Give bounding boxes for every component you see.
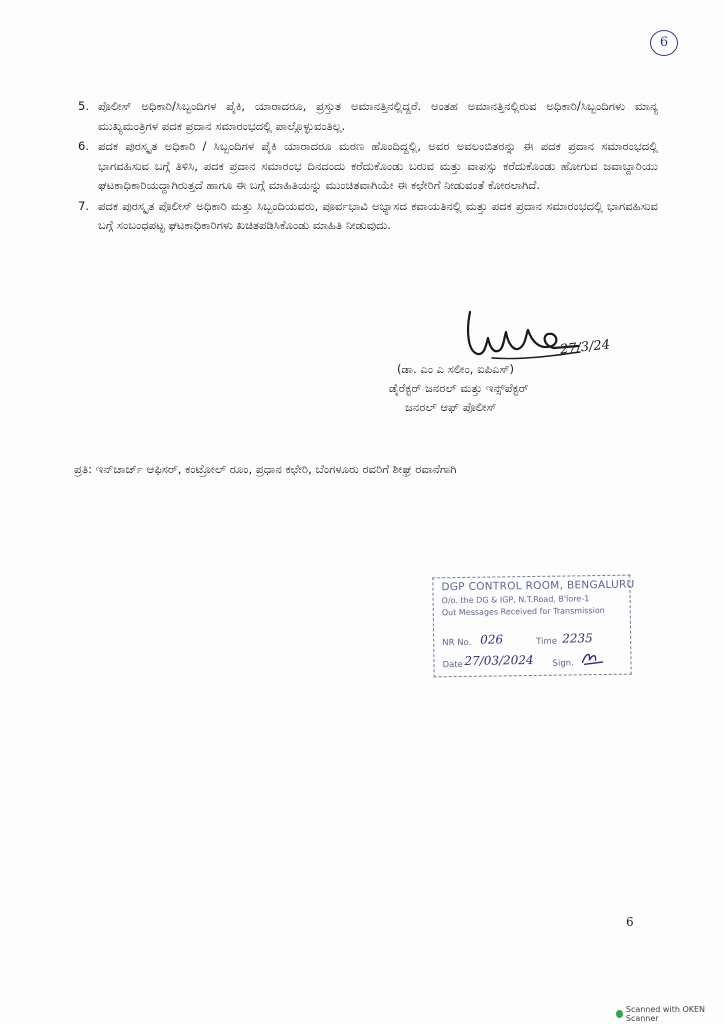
stamp-office: O/o. the DG & IGP, N.T.Road, B'lore-1 [441, 594, 590, 606]
list-item [78, 137, 658, 196]
stamp-date-value: 27/03/2024 [464, 652, 534, 668]
stamp-nr-value: 026 [480, 632, 504, 647]
list-item [78, 97, 658, 136]
signatory-designation: ಡೈರೆಕ್ಟರ್ ಜನರಲ್ ಮತ್ತು ಇನ್ಸ್‌ಪೆಕ್ಟರ್ [389, 381, 529, 395]
item-number: 7. [78, 198, 90, 213]
item-text: ಪದಕ ಪುರಸ್ಕೃತ ಅಧಿಕಾರಿ / ಸಿಬ್ಬಂದಿಗಳ ಪೈಕಿ ಯಾರಾದರೂ ಮರಣ ಹೊಂದಿದ್ದಲ್ಲಿ, ಅವರ ಅವಲಂಬಿತರನ್ನು ಈ ಪದಕ ಪ್ರದಾನ ಸಮಾರಂಭದಲ್ಲಿ ಭಾಗವಹಿಸುವ ಬಗ್ಗೆ ತಿಳಿಸಿ, ಪದಕ ಪ್ರದಾನ ಸಮಾರಂಭ ದಿನದಂದು ಕರೆದುಕೊಂಡು ಬರುವ ಮತ್ತು ವಾಪಸ್ಸು ಕರೆದುಕೊಂಡು ಹೋಗುವ ಜವಾಬ್ದಾರಿಯು ಘಟಕಾಧಿಕಾರಿಯದ್ದಾಗಿರುತ್ತದೆ ಹಾಗೂ ಈ ಬಗ್ಗೆ ಮಾಹಿತಿಯನ್ನು ಮುಂಚಿತವಾಗಿಯೇ ಈ ಕಛೇರಿಗೆ ನೀಡುವಂತೆ ಕೋರಲಾಗಿದೆ. [98, 139, 658, 192]
stamp-purpose: Out Messages Received for Transmission [441, 605, 605, 618]
list-item [78, 197, 658, 236]
item-number: 5. [78, 99, 90, 113]
page-number: 6 [626, 915, 634, 929]
signatory-name: (ಡಾ. ಎಂ ಎ ಸಲೀಂ, ಐಪಿಎಸ್) [397, 362, 514, 376]
stamp-time-value: 2235 [562, 631, 593, 646]
item-number: 6. [78, 139, 90, 153]
copy-to-line: ಪ್ರತಿ: ಇನ್‌ಚಾರ್ಜ್ ಆಫಿಸರ್, ಕಂಟ್ರೋಲ್ ರೂಂ, ಪ್ರಧಾನ ಕಛೇರಿ, ಬೆಂಗಳೂರು ರವರಿಗೆ ಶೀಘ್ರ ರವಾನೆಗಾಗಿ [74, 462, 457, 476]
scanner-text: Scanned with OKEN Scanner [625, 1005, 706, 1023]
stamp-initials-mark [580, 650, 604, 666]
scanner-watermark [616, 1005, 724, 1023]
signatory-block [385, 360, 605, 417]
stamp-date-label: Date [442, 659, 463, 671]
stamp-sign-label: Sign. [552, 658, 574, 669]
signature-date: 27/3/24 [559, 337, 611, 358]
page-marker: 6 [650, 30, 678, 56]
control-room-stamp [432, 575, 635, 678]
stamp-nr-label: NR No. [442, 637, 472, 649]
instruction-list [78, 97, 658, 237]
scanner-logo-icon [616, 1010, 623, 1018]
stamp-title: DGP CONTROL ROOM, BENGALURU [441, 578, 635, 594]
item-text: ಪೊಲೀಸ್ ಅಧಿಕಾರಿ/ಸಿಬ್ಬಂದಿಗಳ ಪೈಕಿ, ಯಾರಾದರೂ, ಪ್ರಸ್ತುತ ಅಮಾನತ್ತಿನಲ್ಲಿದ್ದರೆ. ಅಂತಹ ಅಮಾನತ್ತಿನಲ್ಲಿರುವ ಅಧಿಕಾರಿ/ಸಿಬ್ಬಂದಿಗಳು ಮಾನ್ಯ ಮುಖ್ಯಮಂತ್ರಿಗಳ ಪದಕ ಪ್ರದಾನ ಸಮಾರಂಭದಲ್ಲಿ ಪಾಲ್ಗೊಳ್ಳುವಂತಿಲ್ಲ. [98, 99, 658, 133]
item-text: ಪದಕ ಪುರಸ್ಕೃತ ಪೊಲೀಸ್ ಅಧಿಕಾರಿ ಮತ್ತು ಸಿಬ್ಬಂದಿಯವರು, ಪೂರ್ವಭಾವಿ ಅಭ್ಯಾಸದ ಕವಾಯತಿನಲ್ಲಿ ಮತ್ತು ಪದಕ ಪ್ರದಾನ ಸಮಾರಂಭದಲ್ಲಿ ಭಾಗವಹಿಸುವ ಬಗ್ಗೆ ಸಂಬಂಧಪಟ್ಟ ಘಟಕಾಧಿಕಾರಿಗಳು ಖಚಿತಪಡಿಸಿಕೊಂಡು ಮಾಹಿತಿ ನೀಡುವುದು. [98, 198, 658, 232]
stamp-time-label: Time [536, 636, 558, 647]
signatory-designation-cont: ಜನರಲ್ ಆಫ್ ಪೊಲೀಸ್ [405, 400, 497, 414]
